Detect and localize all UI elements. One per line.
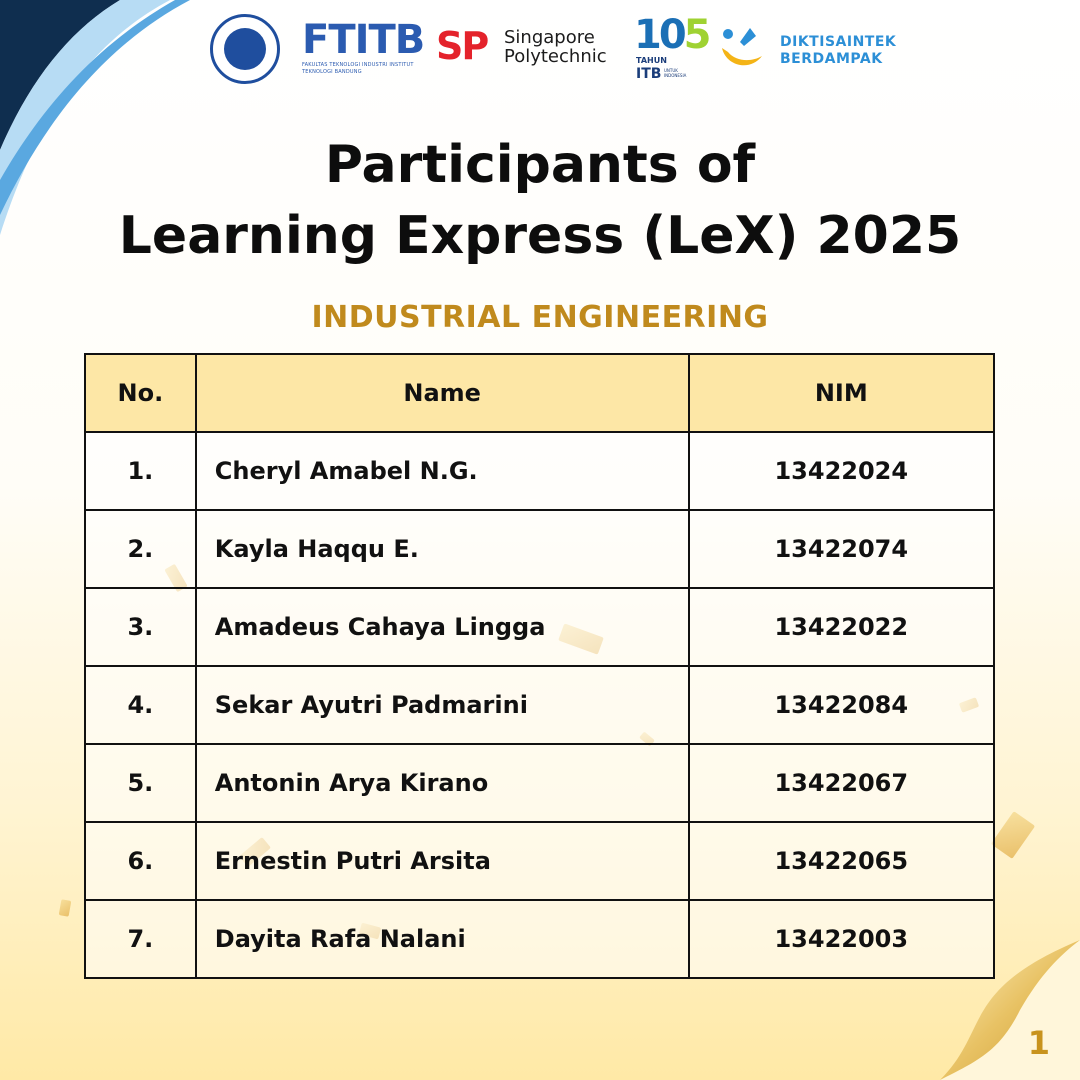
row-no: 7. [85, 900, 196, 978]
sp-logo-name [504, 28, 607, 66]
sp-logo-mark: SP [436, 24, 488, 68]
row-name: Amadeus Cahaya Lingga [196, 588, 689, 666]
row-nim: 13422022 [689, 588, 994, 666]
table-row [85, 666, 994, 744]
itb105-tiny-text: UNTUK INDONESIA [664, 68, 687, 78]
itb105-small-text: TAHUN [636, 56, 667, 65]
logo-bar [0, 14, 1080, 89]
row-no: 5. [85, 744, 196, 822]
row-nim: 13422067 [689, 744, 994, 822]
participants-table [84, 353, 995, 979]
table-row [85, 822, 994, 900]
table-header-row [85, 354, 994, 432]
row-name: Ernestin Putri Arsita [196, 822, 689, 900]
header-no: No. [85, 354, 196, 432]
row-nim: 13422084 [689, 666, 994, 744]
singapore-polytechnic-logo [436, 24, 626, 74]
department-subtitle: INDUSTRIAL ENGINEERING [311, 300, 769, 335]
row-no: 2. [85, 510, 196, 588]
diktisaintek-logo [716, 22, 906, 82]
itb105-number [634, 12, 709, 58]
row-no: 1. [85, 432, 196, 510]
sp-logo-name-line2: Polytechnic [504, 46, 607, 67]
header-name: Name [196, 354, 689, 432]
row-nim: 13422024 [689, 432, 994, 510]
row-nim: 13422065 [689, 822, 994, 900]
itb105-number-b: 5 [683, 12, 709, 58]
table-row [85, 744, 994, 822]
table-row [85, 588, 994, 666]
row-nim: 13422003 [689, 900, 994, 978]
itb-105-anniversary-logo [634, 12, 709, 86]
sp-logo-name-line1: Singapore [504, 27, 595, 48]
diktisaintek-line2: BERDAMPAK [780, 51, 883, 67]
row-no: 4. [85, 666, 196, 744]
row-name: Kayla Haqqu E. [196, 510, 689, 588]
row-no: 6. [85, 822, 196, 900]
page-title-line2: Learning Express (LeX) 2025 [118, 206, 962, 266]
page-title-line1: Participants of [324, 135, 756, 195]
diktisaintek-mark-icon [716, 22, 768, 74]
header-nim: NIM [689, 354, 994, 432]
table-row [85, 432, 994, 510]
confetti-piece [59, 899, 72, 916]
diktisaintek-line1: DIKTISAINTEK [780, 34, 897, 50]
table-row [85, 900, 994, 978]
page-curl-decoration [940, 940, 1080, 1080]
page-title [0, 130, 1080, 272]
confetti-piece [991, 811, 1035, 859]
row-no: 3. [85, 588, 196, 666]
ftitb-logo-subtext: FAKULTAS TEKNOLOGI INDUSTRI INSTITUT TEKNOLOGI BANDUNG [302, 62, 414, 75]
page-number: 1 [1027, 1024, 1050, 1062]
row-nim: 13422074 [689, 510, 994, 588]
row-name: Sekar Ayutri Padmarini [196, 666, 689, 744]
itb-seal-logo [210, 14, 280, 84]
row-name: Dayita Rafa Nalani [196, 900, 689, 978]
ftitb-logo [302, 17, 425, 80]
row-name: Cheryl Amabel N.G. [196, 432, 689, 510]
table-row [85, 510, 994, 588]
itb105-number-a: 10 [634, 12, 684, 58]
ftitb-logo-mark: FTITB [302, 17, 425, 63]
row-name: Antonin Arya Kirano [196, 744, 689, 822]
itb105-itb-text: ITB [636, 66, 662, 82]
